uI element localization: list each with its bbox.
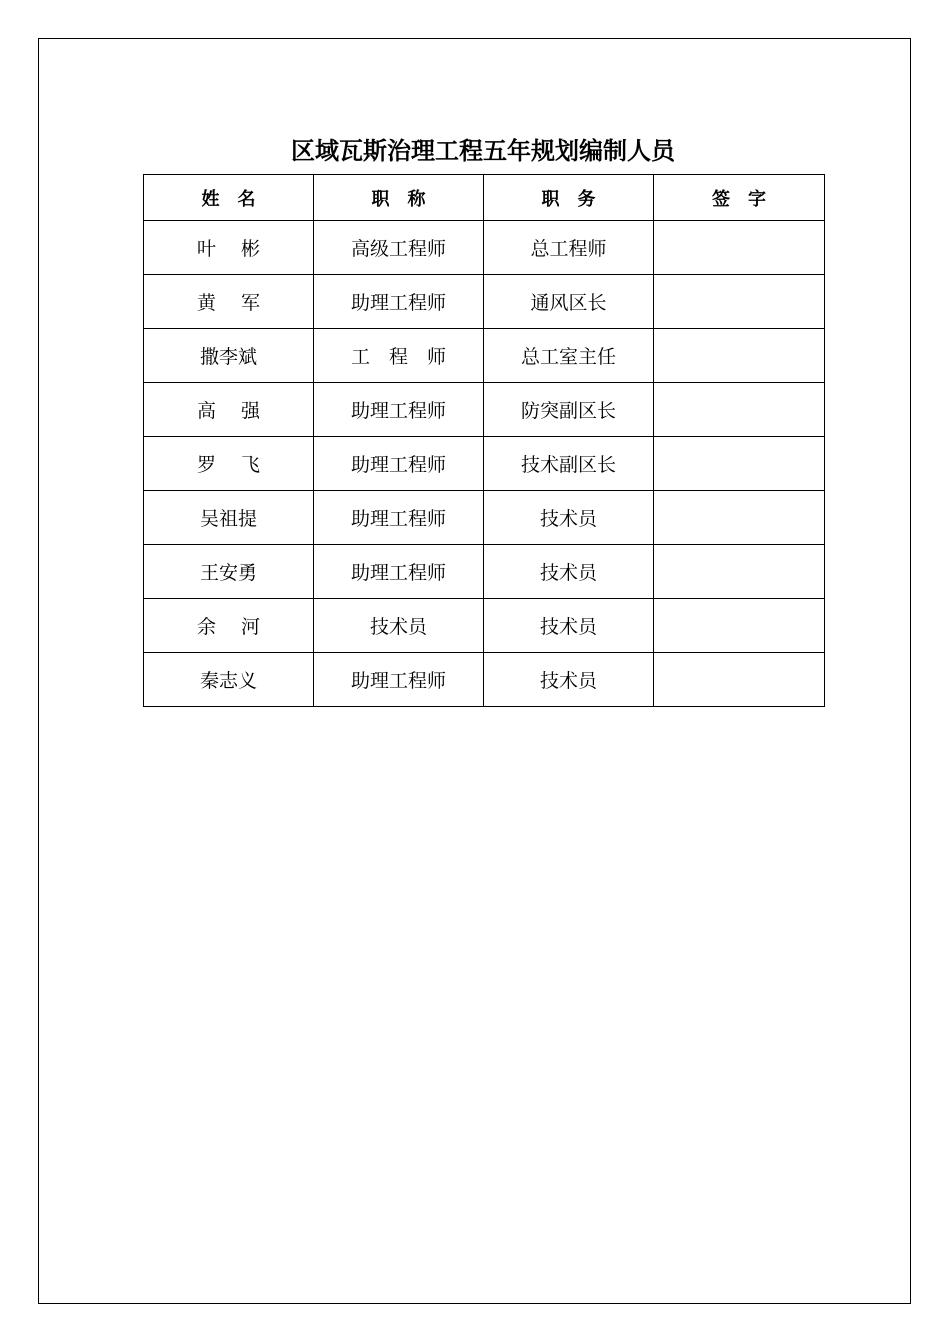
- cell-title: 工 程 师: [314, 329, 484, 383]
- header-title: 职 称: [314, 175, 484, 221]
- table-row: [144, 383, 825, 437]
- document-title: 区域瓦斯治理工程五年规划编制人员: [291, 136, 675, 165]
- header-name: 姓 名: [144, 175, 314, 221]
- cell-signature: [654, 653, 825, 707]
- cell-signature: [654, 437, 825, 491]
- cell-title: 助理工程师: [314, 491, 484, 545]
- cell-title: 助理工程师: [314, 437, 484, 491]
- cell-signature: [654, 491, 825, 545]
- table-row: [144, 275, 825, 329]
- cell-signature: [654, 329, 825, 383]
- cell-title: 高级工程师: [314, 221, 484, 275]
- table-row: [144, 221, 825, 275]
- cell-position: 技术员: [484, 545, 654, 599]
- table-row: [144, 545, 825, 599]
- staff-table: [143, 174, 825, 707]
- cell-position: 技术员: [484, 653, 654, 707]
- cell-position: 技术员: [484, 491, 654, 545]
- cell-name: 余 河: [144, 599, 314, 653]
- table-row: [144, 491, 825, 545]
- table-row: [144, 599, 825, 653]
- cell-position: 总工室主任: [484, 329, 654, 383]
- cell-signature: [654, 221, 825, 275]
- cell-name: 高 强: [144, 383, 314, 437]
- cell-name: 秦志义: [144, 653, 314, 707]
- cell-position: 防突副区长: [484, 383, 654, 437]
- cell-title: 助理工程师: [314, 383, 484, 437]
- header-position: 职 务: [484, 175, 654, 221]
- cell-title: 助理工程师: [314, 545, 484, 599]
- cell-name: 叶 彬: [144, 221, 314, 275]
- cell-name: 罗 飞: [144, 437, 314, 491]
- table-row: [144, 653, 825, 707]
- table-header-row: [144, 175, 825, 221]
- cell-title: 助理工程师: [314, 653, 484, 707]
- table-row: [144, 329, 825, 383]
- cell-signature: [654, 545, 825, 599]
- table-row: [144, 437, 825, 491]
- cell-signature: [654, 599, 825, 653]
- cell-signature: [654, 275, 825, 329]
- cell-position: 技术副区长: [484, 437, 654, 491]
- cell-position: 总工程师: [484, 221, 654, 275]
- cell-name: 黄 军: [144, 275, 314, 329]
- cell-name: 王安勇: [144, 545, 314, 599]
- cell-title: 助理工程师: [314, 275, 484, 329]
- cell-name: 撒李斌: [144, 329, 314, 383]
- cell-position: 通风区长: [484, 275, 654, 329]
- header-signature: 签 字: [654, 175, 825, 221]
- cell-position: 技术员: [484, 599, 654, 653]
- cell-signature: [654, 383, 825, 437]
- cell-title: 技术员: [314, 599, 484, 653]
- cell-name: 吴祖提: [144, 491, 314, 545]
